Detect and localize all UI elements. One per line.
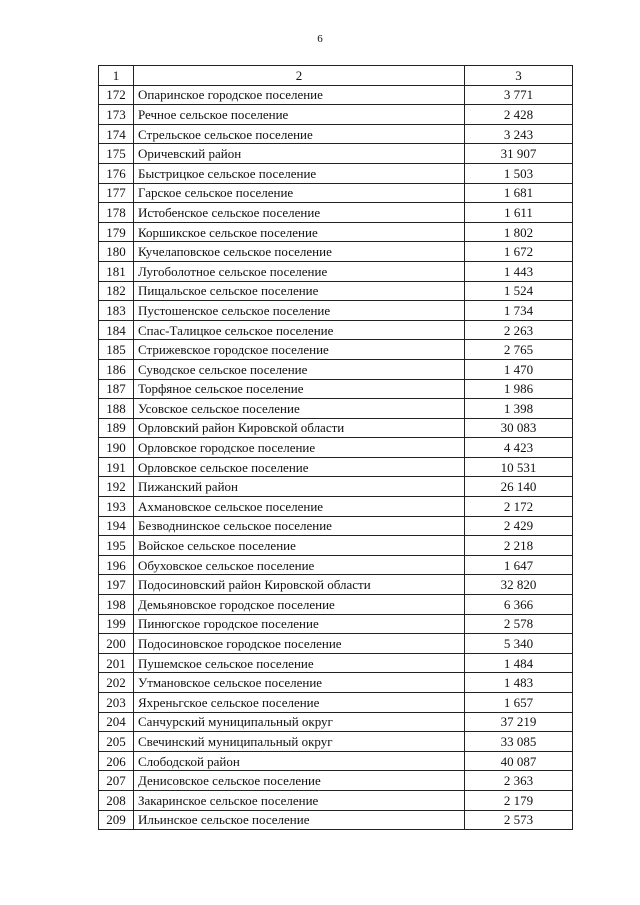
row-name: Обуховское сельское поселение (134, 555, 465, 575)
row-value: 30 083 (465, 418, 573, 438)
row-name: Коршикское сельское поселение (134, 222, 465, 242)
table-row (99, 693, 573, 713)
row-name: Лугоболотное сельское поселение (134, 261, 465, 281)
row-name: Пустошенское сельское поселение (134, 301, 465, 321)
row-value: 1 524 (465, 281, 573, 301)
row-name: Ильинское сельское поселение (134, 810, 465, 830)
row-number: 202 (99, 673, 134, 693)
row-value: 1 503 (465, 163, 573, 183)
row-value: 2 573 (465, 810, 573, 830)
table-row (99, 124, 573, 144)
table-row (99, 222, 573, 242)
table-row (99, 261, 573, 281)
row-value: 4 423 (465, 438, 573, 458)
row-number: 183 (99, 301, 134, 321)
data-table (98, 65, 573, 830)
table-row (99, 575, 573, 595)
table-row (99, 183, 573, 203)
table-row (99, 163, 573, 183)
row-number: 189 (99, 418, 134, 438)
row-name: Стрижевское городское поселение (134, 340, 465, 360)
row-value: 33 085 (465, 732, 573, 752)
table-row (99, 595, 573, 615)
table-row (99, 320, 573, 340)
table-row (99, 653, 573, 673)
table-row (99, 457, 573, 477)
row-number: 176 (99, 163, 134, 183)
table-row (99, 810, 573, 830)
row-value: 2 429 (465, 516, 573, 536)
row-number: 172 (99, 85, 134, 105)
row-value: 3 243 (465, 124, 573, 144)
row-number: 200 (99, 634, 134, 654)
row-value: 2 263 (465, 320, 573, 340)
table-row (99, 516, 573, 536)
row-name: Быстрицкое сельское поселение (134, 163, 465, 183)
row-name: Демьяновское городское поселение (134, 595, 465, 615)
row-value: 1 398 (465, 399, 573, 419)
row-name: Подосиновское городское поселение (134, 634, 465, 654)
row-value: 1 611 (465, 203, 573, 223)
row-name: Ахмановское сельское поселение (134, 497, 465, 517)
table-row (99, 732, 573, 752)
row-number: 177 (99, 183, 134, 203)
row-number: 184 (99, 320, 134, 340)
table-row (99, 340, 573, 360)
table-row (99, 379, 573, 399)
table-row (99, 399, 573, 419)
row-number: 206 (99, 751, 134, 771)
row-name: Слободской район (134, 751, 465, 771)
row-value: 1 986 (465, 379, 573, 399)
row-number: 175 (99, 144, 134, 164)
table-row (99, 497, 573, 517)
row-value: 2 172 (465, 497, 573, 517)
row-number: 205 (99, 732, 134, 752)
table-row (99, 242, 573, 262)
row-name: Войское сельское поселение (134, 536, 465, 556)
table-row (99, 673, 573, 693)
row-name: Суводское сельское поселение (134, 359, 465, 379)
row-name: Денисовское сельское поселение (134, 771, 465, 791)
row-name: Торфяное сельское поселение (134, 379, 465, 399)
row-value: 37 219 (465, 712, 573, 732)
row-number: 204 (99, 712, 134, 732)
row-number: 188 (99, 399, 134, 419)
row-name: Закаринское сельское поселение (134, 790, 465, 810)
row-name: Санчурский муниципальный округ (134, 712, 465, 732)
row-name: Яхреньгское сельское поселение (134, 693, 465, 713)
row-value: 26 140 (465, 477, 573, 497)
row-number: 182 (99, 281, 134, 301)
row-number: 198 (99, 595, 134, 615)
table-row (99, 85, 573, 105)
row-name: Кучелаповское сельское поселение (134, 242, 465, 262)
row-name: Орловское сельское поселение (134, 457, 465, 477)
row-value: 31 907 (465, 144, 573, 164)
row-value: 1 681 (465, 183, 573, 203)
table-row (99, 438, 573, 458)
table-row (99, 105, 573, 125)
row-name: Стрельское сельское поселение (134, 124, 465, 144)
table-row (99, 281, 573, 301)
row-name: Пищальское сельское поселение (134, 281, 465, 301)
table-row (99, 634, 573, 654)
row-number: 196 (99, 555, 134, 575)
row-value: 5 340 (465, 634, 573, 654)
row-value: 2 765 (465, 340, 573, 360)
table-row (99, 712, 573, 732)
row-name: Орловское городское поселение (134, 438, 465, 458)
row-number: 174 (99, 124, 134, 144)
row-number: 199 (99, 614, 134, 634)
row-name: Пушемское сельское поселение (134, 653, 465, 673)
row-name: Речное сельское поселение (134, 105, 465, 125)
row-name: Усовское сельское поселение (134, 399, 465, 419)
row-number: 192 (99, 477, 134, 497)
row-name: Спас-Талицкое сельское поселение (134, 320, 465, 340)
table-row (99, 536, 573, 556)
row-number: 173 (99, 105, 134, 125)
row-number: 207 (99, 771, 134, 791)
row-number: 203 (99, 693, 134, 713)
row-name: Оричевский район (134, 144, 465, 164)
row-name: Гарское сельское поселение (134, 183, 465, 203)
row-value: 40 087 (465, 751, 573, 771)
table-header-row (99, 66, 573, 86)
row-number: 195 (99, 536, 134, 556)
row-name: Орловский район Кировской области (134, 418, 465, 438)
table-row (99, 301, 573, 321)
row-value: 6 366 (465, 595, 573, 615)
row-value: 1 802 (465, 222, 573, 242)
row-name: Свечинский муниципальный округ (134, 732, 465, 752)
row-value: 1 470 (465, 359, 573, 379)
table-row (99, 203, 573, 223)
table-body (99, 85, 573, 830)
row-number: 194 (99, 516, 134, 536)
row-value: 32 820 (465, 575, 573, 595)
row-value: 2 363 (465, 771, 573, 791)
row-value: 2 218 (465, 536, 573, 556)
table-row (99, 771, 573, 791)
row-number: 186 (99, 359, 134, 379)
table-row (99, 418, 573, 438)
row-value: 1 657 (465, 693, 573, 713)
row-number: 209 (99, 810, 134, 830)
column-header-name: 2 (134, 66, 465, 86)
table-row (99, 555, 573, 575)
row-value: 1 647 (465, 555, 573, 575)
column-header-value: 3 (465, 66, 573, 86)
row-name: Утмановское сельское поселение (134, 673, 465, 693)
row-value: 1 672 (465, 242, 573, 262)
row-value: 2 428 (465, 105, 573, 125)
table-row (99, 614, 573, 634)
row-name: Истобенское сельское поселение (134, 203, 465, 223)
column-header-number: 1 (99, 66, 134, 86)
row-number: 197 (99, 575, 134, 595)
row-number: 201 (99, 653, 134, 673)
row-value: 1 734 (465, 301, 573, 321)
row-number: 191 (99, 457, 134, 477)
table-row (99, 144, 573, 164)
row-name: Безводнинское сельское поселение (134, 516, 465, 536)
row-number: 181 (99, 261, 134, 281)
page-number: 6 (317, 33, 323, 45)
row-name: Подосиновский район Кировской области (134, 575, 465, 595)
row-value: 1 443 (465, 261, 573, 281)
row-name: Опаринское городское поселение (134, 85, 465, 105)
row-number: 178 (99, 203, 134, 223)
row-value: 3 771 (465, 85, 573, 105)
table-row (99, 477, 573, 497)
row-value: 1 484 (465, 653, 573, 673)
row-number: 187 (99, 379, 134, 399)
row-number: 185 (99, 340, 134, 360)
row-name: Пинюгское городское поселение (134, 614, 465, 634)
row-number: 190 (99, 438, 134, 458)
table-row (99, 751, 573, 771)
row-number: 193 (99, 497, 134, 517)
table-row (99, 790, 573, 810)
row-value: 10 531 (465, 457, 573, 477)
table-row (99, 359, 573, 379)
row-value: 2 179 (465, 790, 573, 810)
row-number: 179 (99, 222, 134, 242)
row-number: 208 (99, 790, 134, 810)
row-number: 180 (99, 242, 134, 262)
row-value: 1 483 (465, 673, 573, 693)
row-name: Пижанский район (134, 477, 465, 497)
row-value: 2 578 (465, 614, 573, 634)
